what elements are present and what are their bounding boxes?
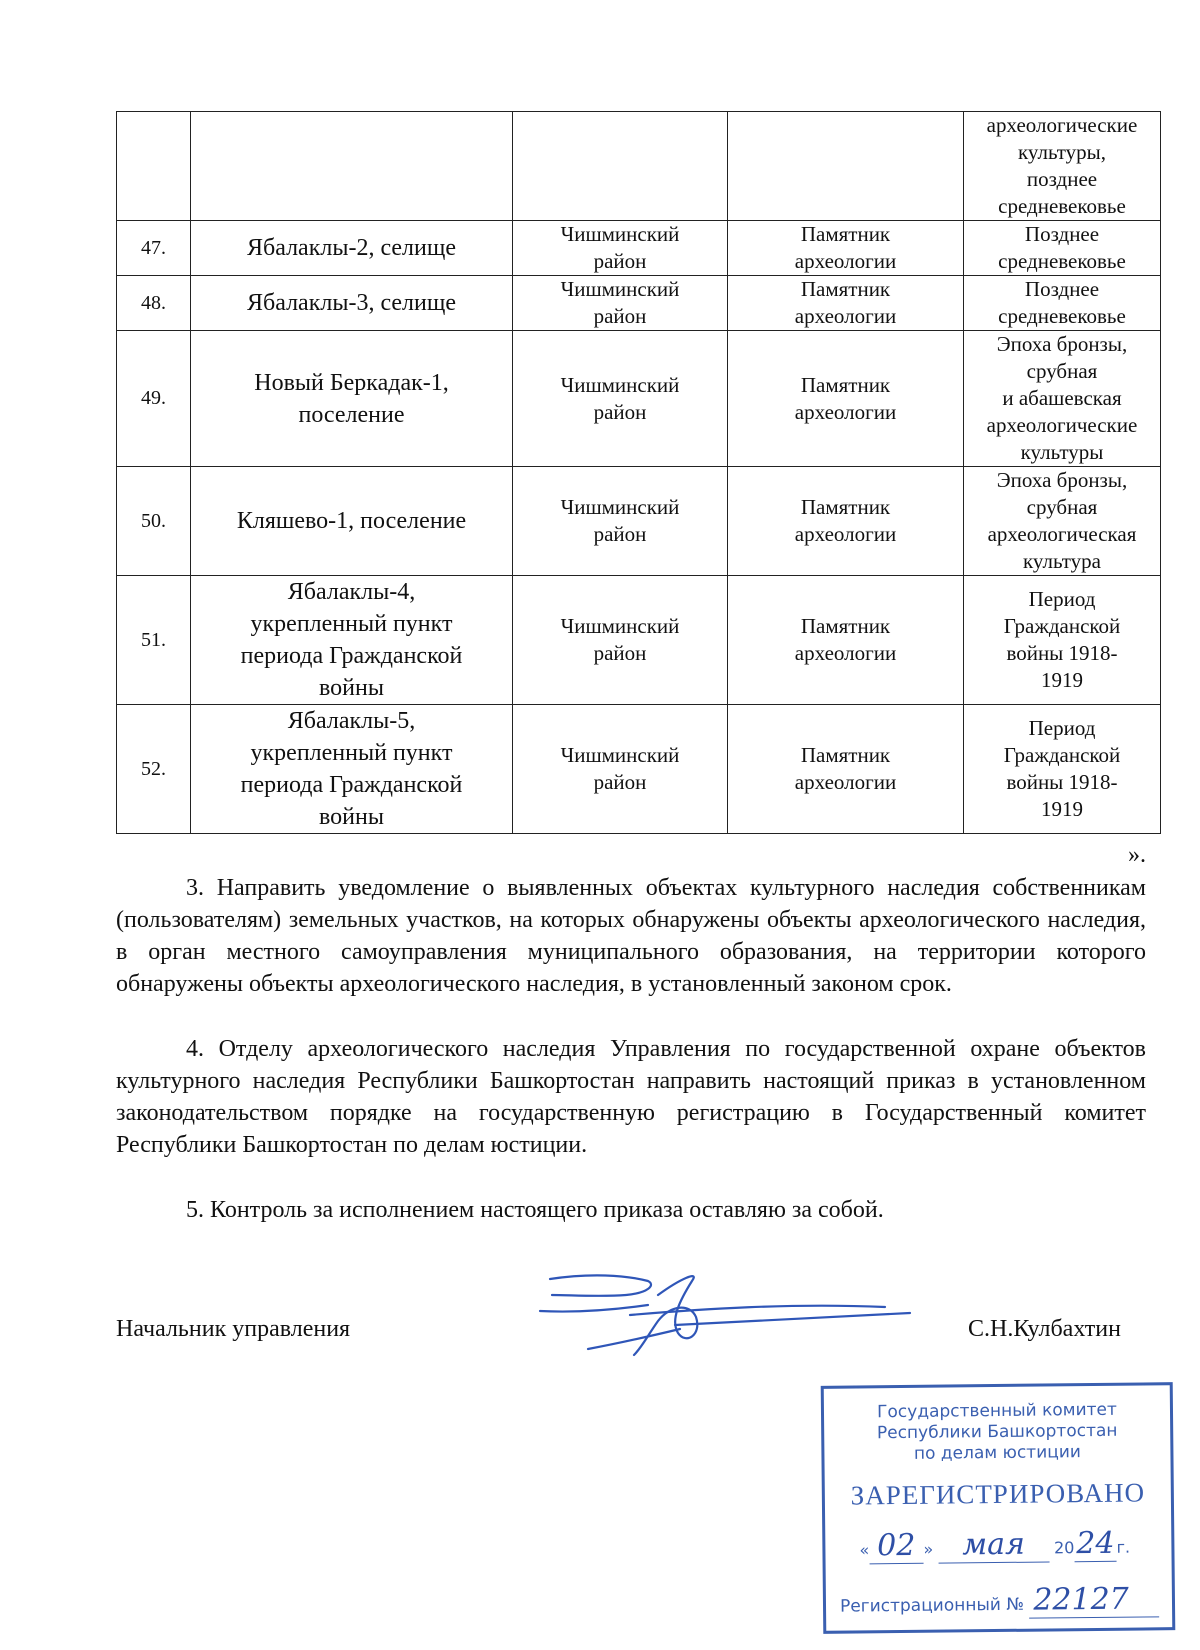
object-name-cell bbox=[191, 576, 513, 705]
stamp-registration-number bbox=[840, 1581, 1159, 1619]
location-cell-line: Чишминский bbox=[560, 614, 680, 638]
dating-cell-line: войны 1918- bbox=[1006, 641, 1118, 665]
table-row bbox=[117, 221, 1161, 276]
type-cell-line: Памятник bbox=[800, 222, 891, 246]
object-name-cell bbox=[191, 705, 513, 834]
dating-cell-line: культуры, bbox=[1018, 140, 1106, 164]
signatory-title: Начальник управления bbox=[116, 1316, 351, 1342]
dating-cell bbox=[964, 276, 1161, 331]
stamp-date-day: 02 bbox=[869, 1528, 924, 1565]
stamp-date-year-suffix: 24 bbox=[1074, 1526, 1117, 1562]
location-cell-line: район bbox=[593, 641, 647, 665]
dating-cell bbox=[964, 221, 1161, 276]
stamp-organization bbox=[824, 1399, 1171, 1466]
dating-cell-line: культуры bbox=[1020, 440, 1104, 464]
object-name-line: укрепленный пункт bbox=[250, 740, 453, 766]
paragraph-4: 4. Отделу археологического наследия Управления по государственной охране объектов культурного наследия Республики Башкортостан направить настоящий приказ в установленном законодательством порядке на государственную регистрацию в Государственный комитет Республики Башкортостан по делам юстиции. bbox=[116, 1036, 1146, 1158]
object-name-cell bbox=[191, 221, 513, 276]
dating-cell bbox=[964, 576, 1161, 705]
object-name-cell bbox=[191, 467, 513, 576]
dating-cell-line: позднее bbox=[1026, 167, 1098, 191]
location-cell bbox=[513, 221, 728, 276]
object-name-line: Ябалаклы-5, bbox=[287, 708, 416, 734]
location-cell-line: Чишминский bbox=[560, 277, 680, 301]
row-number-cell: 51. bbox=[117, 576, 191, 705]
paragraph-3: 3. Направить уведомление о выявленных объектах культурного наследия собственникам (пользователям) земельных участков, на которых обнаружены объекты археологического наследия, в орган местного самоуправления муниципального образования, на территории которого обнаружены объекты археологического наследия, в установленный законом срок. bbox=[116, 875, 1146, 997]
stamp-status: ЗАРЕГИСТРИРОВАНО bbox=[850, 1477, 1146, 1511]
location-cell-line: район bbox=[593, 399, 647, 424]
dating-cell bbox=[964, 467, 1161, 576]
dating-cell-line: срубная bbox=[1026, 359, 1098, 383]
dating-cell-line: археологические bbox=[986, 113, 1138, 137]
table-row bbox=[117, 276, 1161, 331]
table-row bbox=[117, 467, 1161, 576]
object-name-cell bbox=[191, 276, 513, 331]
object-name-line: периода Гражданской bbox=[240, 772, 463, 798]
type-cell bbox=[728, 576, 964, 705]
heritage-objects-table bbox=[116, 111, 1161, 834]
table-row bbox=[117, 331, 1161, 467]
type-cell-line: Памятник bbox=[800, 372, 891, 397]
object-name-line: войны bbox=[319, 804, 384, 830]
location-cell bbox=[513, 467, 728, 576]
stamp-date-year-mark: г. bbox=[1116, 1537, 1131, 1557]
handwritten-signature bbox=[530, 1265, 930, 1375]
dating-cell-line: войны 1918- bbox=[1006, 770, 1118, 794]
location-cell-line: Чишминский bbox=[560, 495, 680, 519]
dating-cell-line: Эпоха бронзы, bbox=[996, 468, 1128, 492]
type-cell-line: археологии bbox=[794, 522, 897, 546]
type-cell bbox=[728, 705, 964, 834]
dating-cell-line: срубная bbox=[1026, 495, 1098, 519]
dating-cell bbox=[964, 331, 1161, 467]
type-cell-line: археологии bbox=[794, 304, 897, 328]
stamp-date-month: мая bbox=[938, 1526, 1049, 1563]
dating-cell-line: Позднее bbox=[1024, 277, 1100, 301]
object-name-cell bbox=[191, 112, 513, 221]
dating-cell-line: археологическая bbox=[987, 522, 1137, 546]
stamp-date-open-quote: « bbox=[859, 1540, 870, 1560]
table-row bbox=[117, 705, 1161, 834]
registration-stamp bbox=[821, 1382, 1176, 1634]
type-cell-line: Памятник bbox=[800, 495, 891, 519]
object-name-line: Ябалаклы-4, bbox=[287, 579, 416, 605]
dating-cell-line: археологические bbox=[986, 413, 1138, 437]
object-name-line: укрепленный пункт bbox=[250, 611, 453, 637]
type-cell-line: археологии bbox=[794, 249, 897, 273]
table-body bbox=[117, 112, 1161, 834]
stamp-date-year-prefix: 20 bbox=[1053, 1538, 1075, 1558]
location-cell bbox=[513, 276, 728, 331]
stamp-org-line-3: по делам юстиции bbox=[913, 1442, 1081, 1464]
type-cell bbox=[728, 276, 964, 331]
dating-cell-line: Гражданской bbox=[1003, 614, 1121, 638]
table-row bbox=[117, 112, 1161, 221]
stamp-date-close-quote: » bbox=[923, 1539, 934, 1559]
location-cell-line: Чишминский bbox=[560, 222, 680, 246]
location-cell-line: Чишминский bbox=[560, 743, 680, 767]
stamp-reg-label: Регистрационный № bbox=[839, 1594, 1025, 1617]
object-name-line: Кляшево-1, поселение bbox=[236, 508, 467, 534]
closing-quote: ». bbox=[1128, 842, 1146, 868]
location-cell-line: район bbox=[593, 304, 647, 328]
type-cell-line: археологии bbox=[794, 770, 897, 794]
row-number-cell: 48. bbox=[117, 276, 191, 331]
location-cell-line: район bbox=[593, 522, 647, 546]
object-name-line: периода Гражданской bbox=[240, 643, 463, 669]
location-cell bbox=[513, 705, 728, 834]
dating-cell bbox=[964, 705, 1161, 834]
type-cell-line: Памятник bbox=[800, 743, 891, 767]
dating-cell-line: средневековье bbox=[998, 194, 1126, 218]
stamp-reg-number: 22127 bbox=[1029, 1581, 1159, 1618]
type-cell-line: археологии bbox=[794, 399, 897, 424]
object-name-line: войны bbox=[319, 675, 384, 701]
type-cell bbox=[728, 331, 964, 467]
stamp-date bbox=[859, 1526, 1130, 1564]
type-cell-line: Памятник bbox=[800, 277, 891, 301]
dating-cell-line: и абашевская bbox=[1002, 386, 1122, 410]
location-cell bbox=[513, 112, 728, 221]
type-cell bbox=[728, 221, 964, 276]
dating-cell-line: средневековье bbox=[998, 304, 1126, 328]
object-name-line: Ябалаклы-3, селище bbox=[246, 290, 456, 316]
dating-cell-line: 1919 bbox=[1041, 668, 1083, 692]
location-cell-line: Чишминский bbox=[560, 372, 680, 397]
signatory-name: С.Н.Кулбахтин bbox=[968, 1316, 1121, 1342]
row-number-cell: 52. bbox=[117, 705, 191, 834]
location-cell-line: район bbox=[593, 770, 647, 794]
dating-cell-line: Период bbox=[1028, 716, 1096, 740]
row-number-cell: 49. bbox=[117, 331, 191, 467]
location-cell bbox=[513, 576, 728, 705]
row-number-cell: 47. bbox=[117, 221, 191, 276]
dating-cell-line: Гражданской bbox=[1003, 743, 1121, 767]
stamp-org-line-2: Республики Башкортостан bbox=[876, 1420, 1118, 1444]
dating-cell-line: средневековье bbox=[998, 249, 1126, 273]
row-number-cell: 50. bbox=[117, 467, 191, 576]
dating-cell bbox=[964, 112, 1161, 221]
type-cell bbox=[728, 467, 964, 576]
object-name-line: Новый Беркадак-1, bbox=[254, 369, 449, 396]
dating-cell-line: 1919 bbox=[1041, 797, 1083, 821]
paragraph-5: 5. Контроль за исполнением настоящего приказа оставляю за собой. bbox=[186, 1197, 884, 1223]
object-name-line: поселение bbox=[298, 401, 405, 428]
dating-cell-line: Период bbox=[1028, 587, 1096, 611]
location-cell-line: район bbox=[593, 249, 647, 273]
dating-cell-line: Эпоха бронзы, bbox=[996, 332, 1128, 356]
type-cell bbox=[728, 112, 964, 221]
type-cell-line: археологии bbox=[794, 641, 897, 665]
object-name-cell bbox=[191, 331, 513, 467]
type-cell-line: Памятник bbox=[800, 614, 891, 638]
dating-cell-line: культура bbox=[1023, 549, 1101, 573]
row-number-cell bbox=[117, 112, 191, 221]
table-row bbox=[117, 576, 1161, 705]
dating-cell-line: Позднее bbox=[1024, 222, 1100, 246]
stamp-org-line-1: Государственный комитет bbox=[876, 1399, 1117, 1423]
location-cell bbox=[513, 331, 728, 467]
object-name-line: Ябалаклы-2, селище bbox=[246, 235, 456, 261]
